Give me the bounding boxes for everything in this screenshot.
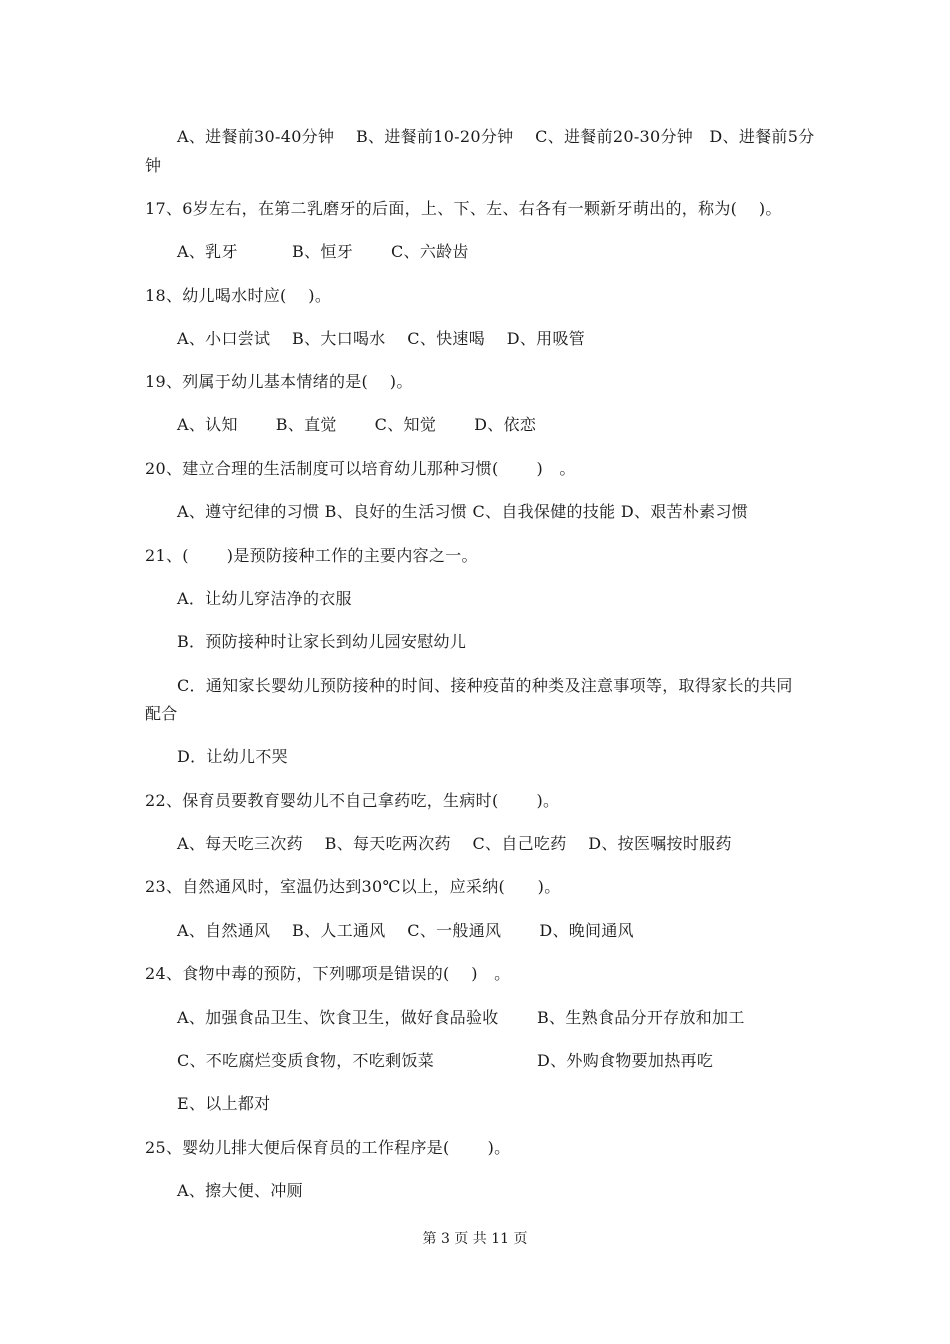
q22-options: A、每天吃三次药 B、每天吃两次药 C、自己吃药 D、按医嘱按时服药 [177,834,732,853]
page-footer: 第 3 页 共 11 页 [422,1231,528,1247]
q24-option-e: E、以上都对 [177,1094,271,1113]
question-17: 17、6岁左右，在第二乳磨牙的后面，上、下、左、右各有一颗新牙萌出的，称为( )。 [145,199,782,218]
q24-option-b: B、生熟食品分开存放和加工 [537,1008,745,1027]
question-18: 18、幼儿喝水时应( )。 [145,286,332,305]
q24-option-d: D、外购食物要加热再吃 [537,1051,714,1070]
q17-options: A、乳牙 B、恒牙 C、六龄齿 [177,242,469,261]
q24-option-a: A、加强食品卫生、饮食卫生，做好食品验收 [177,1008,499,1027]
q19-options: A、认知 B、直觉 C、知觉 D、依恋 [177,415,537,434]
question-24: 24、食物中毒的预防，下列哪项是错误的( ) 。 [145,964,511,983]
q21-option-c-continued: 配合 [145,704,178,723]
q21-option-d: D．让幼儿不哭 [177,747,288,766]
question-22: 22、保育员要教育婴幼儿不自己拿药吃，生病时( )。 [145,791,560,810]
q24-option-c: C、不吃腐烂变质食物，不吃剩饭菜 [177,1051,435,1070]
q21-option-a: A．让幼儿穿洁净的衣服 [177,589,352,608]
q20-options: A、遵守纪律的习惯 B、良好的生活习惯 C、自我保健的技能 D、艰苦朴素习惯 [177,502,749,521]
question-20: 20、建立合理的生活制度可以培育幼儿那种习惯( ) 。 [145,459,576,478]
q18-options: A、小口尝试 B、大口喝水 C、快速喝 D、用吸管 [177,329,586,348]
q25-option-a: A、擦大便、冲厕 [177,1181,303,1200]
question-25: 25、婴幼儿排大便后保育员的工作程序是( )。 [145,1138,511,1157]
q16-options: A、进餐前30-40分钟 B、进餐前10-20分钟 C、进餐前20-30分钟 D、进餐前5分 [177,127,815,146]
question-21: 21、( )是预防接种工作的主要内容之一。 [145,546,478,565]
q21-option-c: C．通知家长婴幼儿预防接种的时间、接种疫苗的种类及注意事项等，取得家长的共同 [177,676,793,695]
q16-options-continued: 钟 [145,156,162,175]
q23-options: A、自然通风 B、人工通风 C、一般通风 D、晚间通风 [177,921,634,940]
question-19: 19、列属于幼儿基本情绪的是( )。 [145,372,413,391]
question-23: 23、自然通风时，室温仍达到30℃以上，应采纳( )。 [145,877,561,896]
q21-option-b: B．预防接种时让家长到幼儿园安慰幼儿 [177,632,467,651]
